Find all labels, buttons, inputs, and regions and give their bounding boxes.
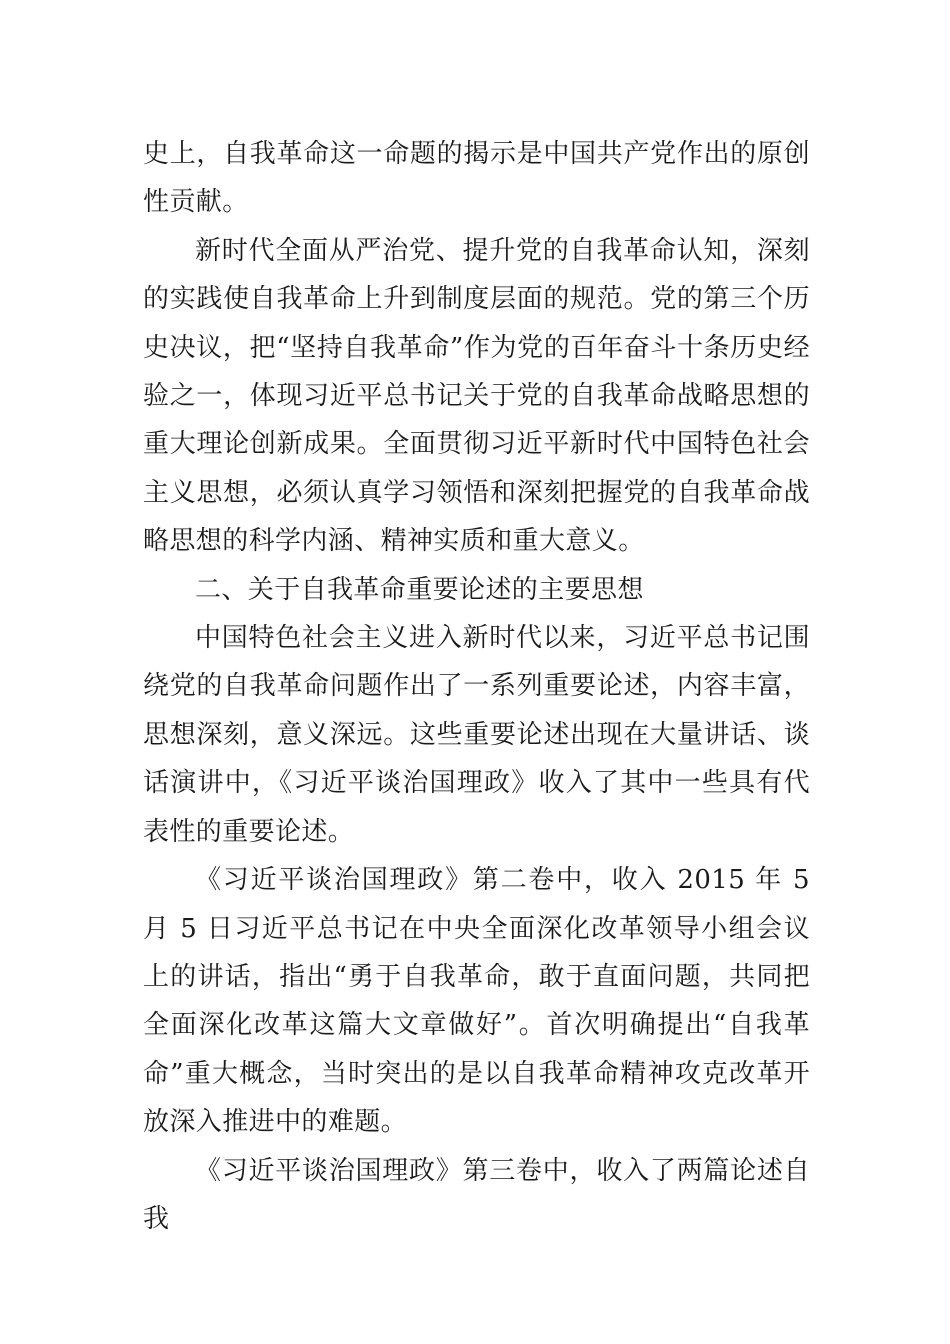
paragraph: 中国特色社会主义进入新时代以来，习近平总书记围绕党的自我革命问题作出了一系列重要论述，内容丰富，思想深刻，意义深远。这些重要论述出现在大量讲话、谈话演讲中，《习近平谈治国理政》收入了其中一些具有代表性的重要论述。 bbox=[143, 623, 810, 847]
paragraph: 《习近平谈治国理政》第二卷中，收入 2015 年 5 月 5 日习近平总书记在中央全面深化改革领导小组会议上的讲话，指出“勇于自我革命，敢于直面问题，共同把全面深化改革这篇大文章做好”。首次明确提出“自我革命”重大概念，当时突出的是以自我革命精神攻克改革开放深入推进中的难题。 bbox=[143, 865, 810, 1138]
section-heading: 二、关于自我革命重要论述的主要思想 bbox=[195, 574, 644, 605]
paragraph: 《习近平谈治国理政》第三卷中，收入了两篇论述自我 bbox=[143, 1155, 810, 1234]
paragraph-continuation: 史上，自我革命这一命题的揭示是中国共产党作出的原创性贡献。 bbox=[143, 139, 810, 218]
paragraph: 新时代全面从严治党、提升党的自我革命认知，深刻的实践使自我革命上升到制度层面的规范。党的第三个历史决议，把“坚持自我革命”作为党的百年奋斗十条历史经验之一，体现习近平总书记关于党的自我革命战略思想的重大理论创新成果。全面贯彻习近平新时代中国特色社会主义思想，必须认真学习领悟和深刻把握党的自我革命战略思想的科学内涵、精神实质和重大意义。 bbox=[143, 235, 810, 557]
document-body bbox=[143, 130, 810, 1243]
